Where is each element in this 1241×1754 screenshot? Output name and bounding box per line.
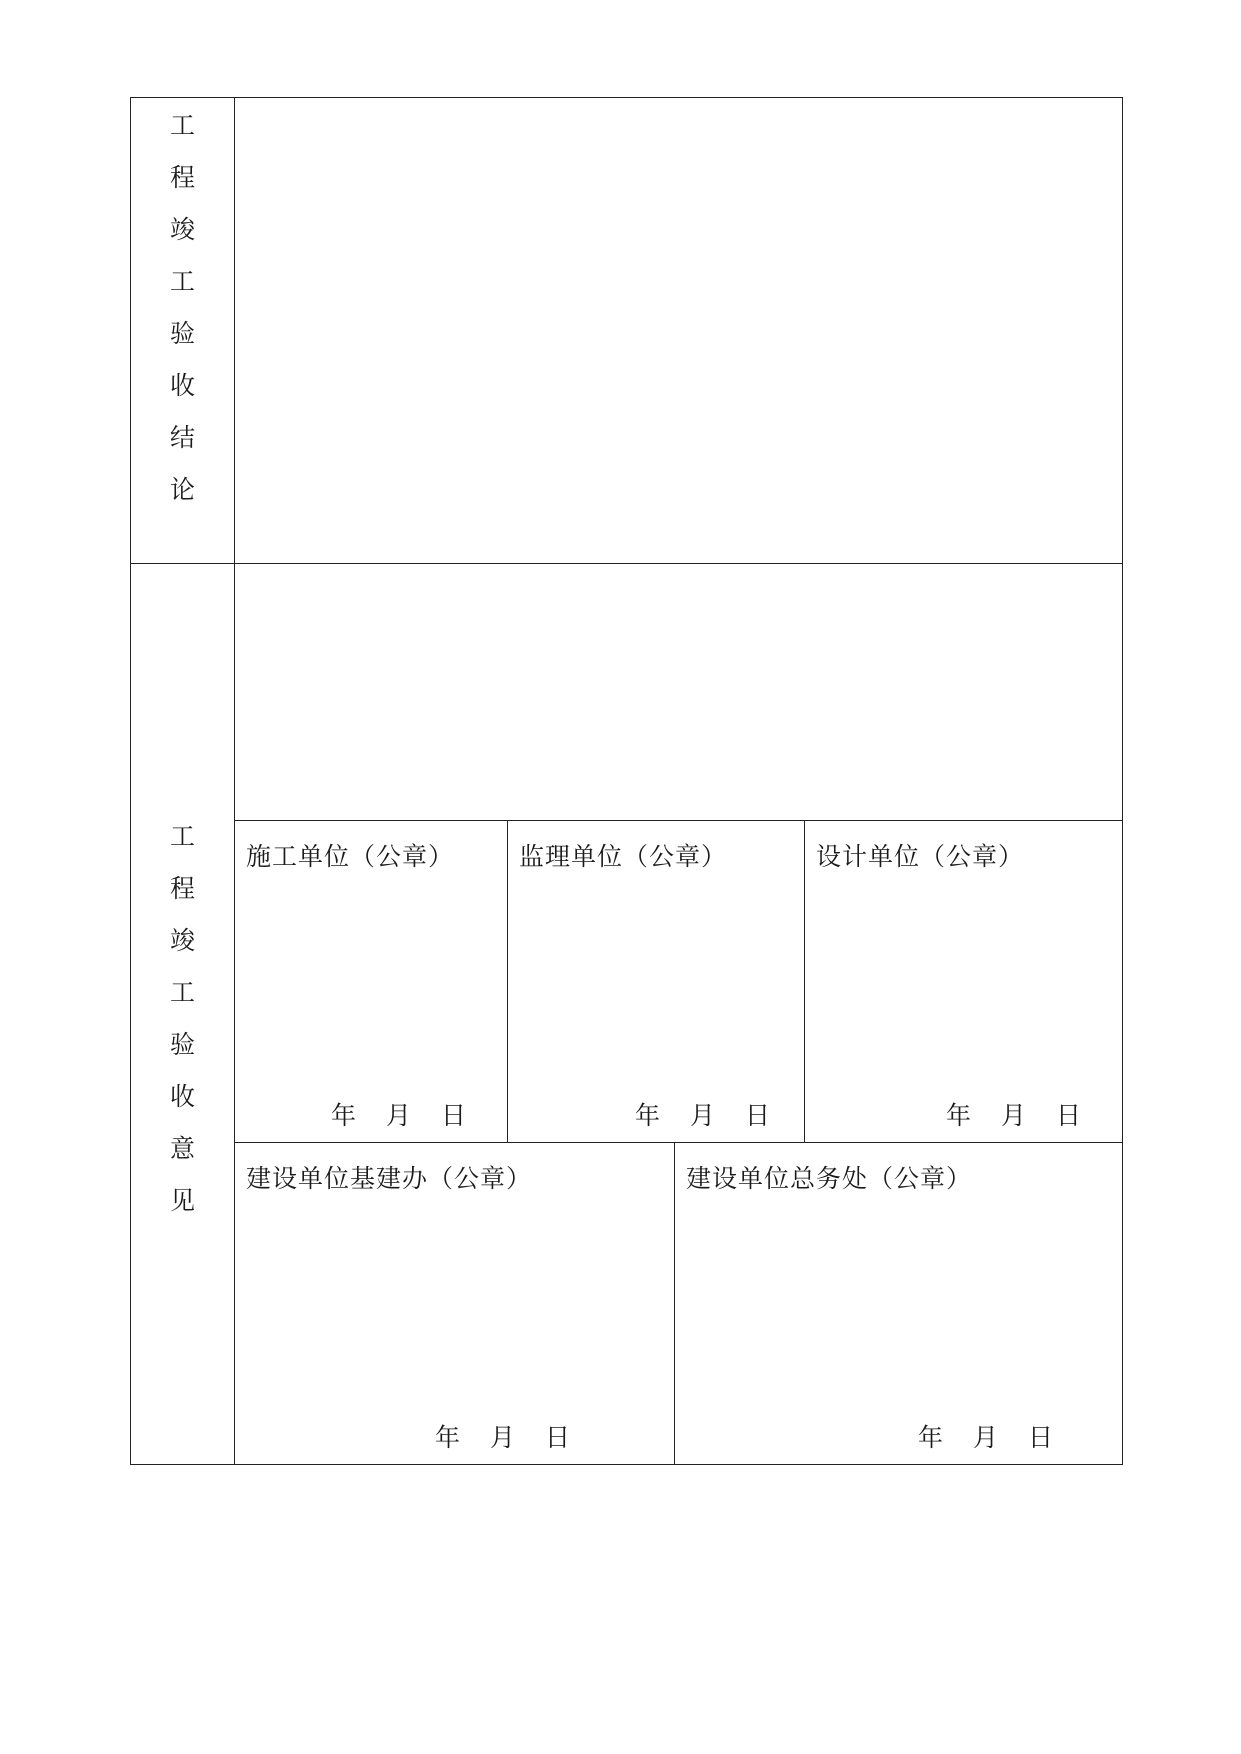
conclusion-content-cell[interactable]: [235, 98, 1122, 563]
date-day: 日: [1028, 1423, 1054, 1452]
opinion-label-cell: [131, 564, 235, 1464]
conclusion-label-char: 竣: [169, 215, 195, 244]
conclusion-row: [131, 98, 1122, 564]
design-unit-cell[interactable]: [805, 821, 1122, 1143]
date-year: 年: [331, 1101, 357, 1130]
supervision-unit-date: [635, 1096, 770, 1132]
opinion-label-char: 程: [169, 874, 195, 903]
opinion-label-char: 工: [169, 978, 195, 1007]
conclusion-label-char: 工: [169, 267, 195, 296]
date-month: 月: [1001, 1101, 1027, 1130]
opinion-row: [131, 564, 1122, 1464]
general-affairs-office-cell[interactable]: [675, 1143, 1122, 1464]
conclusion-label-char: 工: [169, 111, 195, 140]
conclusion-label-char: 验: [169, 319, 195, 348]
infrastructure-office-cell[interactable]: [235, 1143, 675, 1464]
infrastructure-office-title: 建设单位基建办（公章）: [246, 1164, 533, 1193]
opinion-label-char: 收: [169, 1082, 195, 1111]
opinion-label-char: 竣: [169, 926, 195, 955]
construction-unit-cell[interactable]: [235, 821, 508, 1143]
opinion-label-char: 见: [169, 1186, 195, 1215]
date-month: 月: [690, 1101, 716, 1130]
date-year: 年: [918, 1423, 944, 1452]
date-month: 月: [973, 1423, 999, 1452]
opinion-blank-cell[interactable]: [235, 564, 1122, 821]
acceptance-form-table: [130, 97, 1123, 1465]
date-month: 月: [386, 1101, 412, 1130]
general-affairs-office-title: 建设单位总务处（公章）: [686, 1164, 973, 1193]
date-year: 年: [435, 1423, 461, 1452]
opinion-label-char: 工: [169, 822, 195, 851]
construction-unit-date: [331, 1096, 466, 1132]
supervision-unit-cell[interactable]: [508, 821, 805, 1143]
date-day: 日: [1056, 1101, 1082, 1130]
conclusion-label-char: 论: [169, 475, 195, 504]
conclusion-label-char: 结: [169, 423, 195, 452]
date-day: 日: [745, 1101, 771, 1130]
conclusion-label-char: 收: [169, 371, 195, 400]
date-month: 月: [490, 1423, 516, 1452]
conclusion-label-char: 程: [169, 163, 195, 192]
conclusion-label-cell: [131, 98, 235, 563]
opinion-content-area: [235, 564, 1122, 1464]
date-year: 年: [946, 1101, 972, 1130]
date-day: 日: [441, 1101, 467, 1130]
date-day: 日: [545, 1423, 571, 1452]
opinion-label: [170, 824, 195, 1464]
date-year: 年: [635, 1101, 661, 1130]
opinion-label-char: 意: [169, 1134, 195, 1163]
supervision-unit-title: 监理单位（公章）: [519, 842, 728, 871]
conclusion-label: [170, 113, 195, 563]
design-unit-title: 设计单位（公章）: [816, 842, 1025, 871]
infrastructure-office-date: [435, 1418, 570, 1454]
construction-unit-title: 施工单位（公章）: [246, 842, 455, 871]
design-unit-date: [946, 1096, 1081, 1132]
opinion-label-char: 验: [169, 1030, 195, 1059]
general-affairs-office-date: [918, 1418, 1053, 1454]
